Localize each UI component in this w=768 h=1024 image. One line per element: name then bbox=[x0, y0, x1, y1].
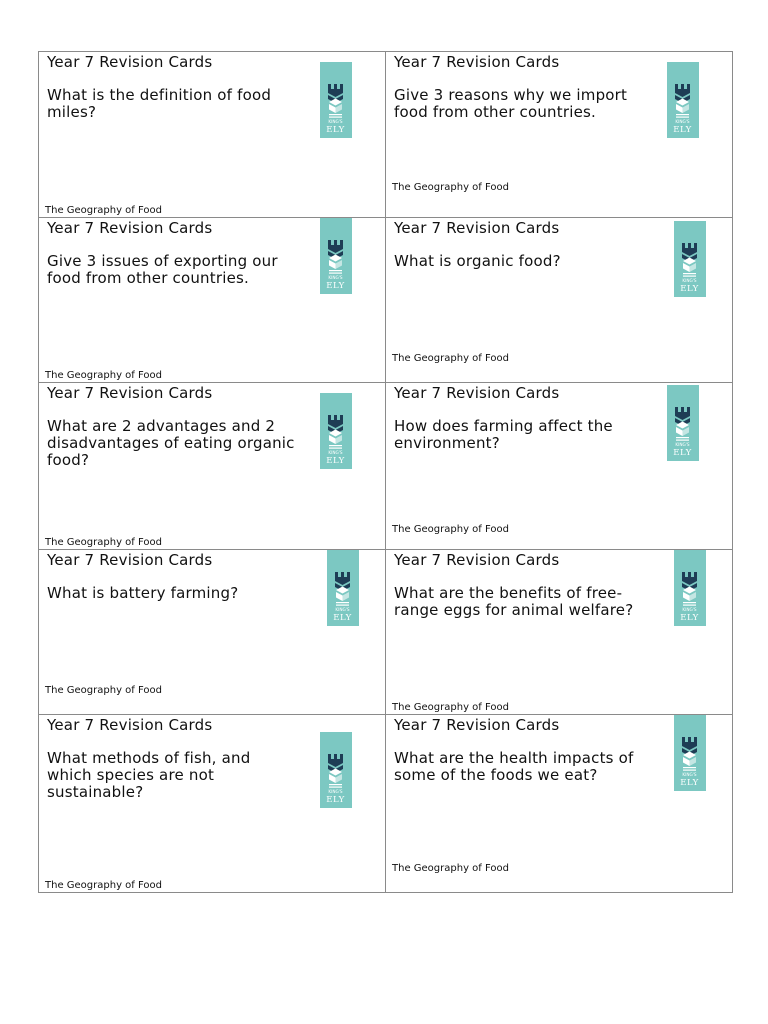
svg-text:KING'S: KING'S bbox=[675, 442, 690, 447]
svg-text:ELY: ELY bbox=[680, 284, 699, 294]
kings-ely-logo-icon bbox=[667, 385, 699, 461]
svg-text:ELY: ELY bbox=[326, 125, 345, 135]
revision-card-sheet bbox=[38, 51, 733, 893]
svg-text:ELY: ELY bbox=[326, 281, 345, 291]
revision-card bbox=[385, 51, 733, 218]
revision-card bbox=[385, 549, 733, 715]
card-footer: The Geography of Food bbox=[392, 182, 509, 193]
card-heading: Year 7 Revision Cards bbox=[47, 716, 213, 734]
svg-text:KING'S: KING'S bbox=[328, 789, 343, 794]
svg-text:ELY: ELY bbox=[673, 125, 692, 135]
card-heading: Year 7 Revision Cards bbox=[394, 716, 560, 734]
card-question: What is battery farming? bbox=[47, 584, 239, 602]
kings-ely-logo-icon bbox=[674, 715, 706, 791]
revision-card bbox=[385, 714, 733, 893]
revision-card bbox=[38, 549, 386, 715]
card-footer: The Geography of Food bbox=[45, 370, 162, 381]
card-footer: The Geography of Food bbox=[392, 702, 509, 713]
card-heading: Year 7 Revision Cards bbox=[47, 219, 213, 237]
svg-text:KING'S: KING'S bbox=[682, 278, 697, 283]
kings-ely-logo-icon bbox=[320, 218, 352, 294]
kings-ely-logo-icon bbox=[667, 62, 699, 138]
card-question: How does farming affect the environment? bbox=[394, 417, 613, 452]
card-heading: Year 7 Revision Cards bbox=[394, 551, 560, 569]
svg-text:ELY: ELY bbox=[680, 613, 699, 623]
revision-card bbox=[38, 382, 386, 550]
kings-ely-logo-icon bbox=[320, 62, 352, 138]
svg-text:ELY: ELY bbox=[680, 778, 699, 788]
card-question: What is the definition of food miles? bbox=[47, 86, 272, 121]
card-question: Give 3 issues of exporting our food from other countries. bbox=[47, 252, 278, 287]
card-question: What are the benefits of free-range eggs for animal welfare? bbox=[394, 584, 634, 619]
svg-text:KING'S: KING'S bbox=[328, 119, 343, 124]
card-heading: Year 7 Revision Cards bbox=[394, 53, 560, 71]
svg-text:KING'S: KING'S bbox=[682, 772, 697, 777]
svg-text:ELY: ELY bbox=[333, 613, 352, 623]
revision-card bbox=[385, 217, 733, 383]
card-footer: The Geography of Food bbox=[392, 524, 509, 535]
card-heading: Year 7 Revision Cards bbox=[394, 219, 560, 237]
svg-text:KING'S: KING'S bbox=[682, 607, 697, 612]
card-footer: The Geography of Food bbox=[45, 205, 162, 216]
svg-text:KING'S: KING'S bbox=[335, 607, 350, 612]
svg-text:ELY: ELY bbox=[326, 795, 345, 805]
card-question: Give 3 reasons why we import food from other countries. bbox=[394, 86, 628, 121]
revision-card bbox=[385, 382, 733, 550]
card-heading: Year 7 Revision Cards bbox=[47, 384, 213, 402]
svg-text:ELY: ELY bbox=[326, 456, 345, 466]
revision-card bbox=[38, 51, 386, 218]
kings-ely-logo-icon bbox=[320, 393, 352, 469]
svg-text:ELY: ELY bbox=[673, 448, 692, 458]
card-question: What are 2 advantages and 2 disadvantages of eating organic food? bbox=[47, 417, 295, 469]
card-question: What is organic food? bbox=[394, 252, 561, 270]
card-footer: The Geography of Food bbox=[45, 685, 162, 696]
card-heading: Year 7 Revision Cards bbox=[47, 53, 213, 71]
kings-ely-logo-icon bbox=[327, 550, 359, 626]
card-footer: The Geography of Food bbox=[45, 537, 162, 548]
card-footer: The Geography of Food bbox=[45, 880, 162, 891]
card-footer: The Geography of Food bbox=[392, 863, 509, 874]
card-question: What methods of fish, and which species are not sustainable? bbox=[47, 749, 251, 801]
revision-card bbox=[38, 714, 386, 893]
kings-ely-logo-icon bbox=[320, 732, 352, 808]
card-footer: The Geography of Food bbox=[392, 353, 509, 364]
svg-text:KING'S: KING'S bbox=[675, 119, 690, 124]
card-question: What are the health impacts of some of the foods we eat? bbox=[394, 749, 634, 784]
svg-text:KING'S: KING'S bbox=[328, 275, 343, 280]
card-heading: Year 7 Revision Cards bbox=[47, 551, 213, 569]
kings-ely-logo-icon bbox=[674, 221, 706, 297]
card-heading: Year 7 Revision Cards bbox=[394, 384, 560, 402]
kings-ely-logo-icon bbox=[674, 550, 706, 626]
svg-text:KING'S: KING'S bbox=[328, 450, 343, 455]
revision-card bbox=[38, 217, 386, 383]
